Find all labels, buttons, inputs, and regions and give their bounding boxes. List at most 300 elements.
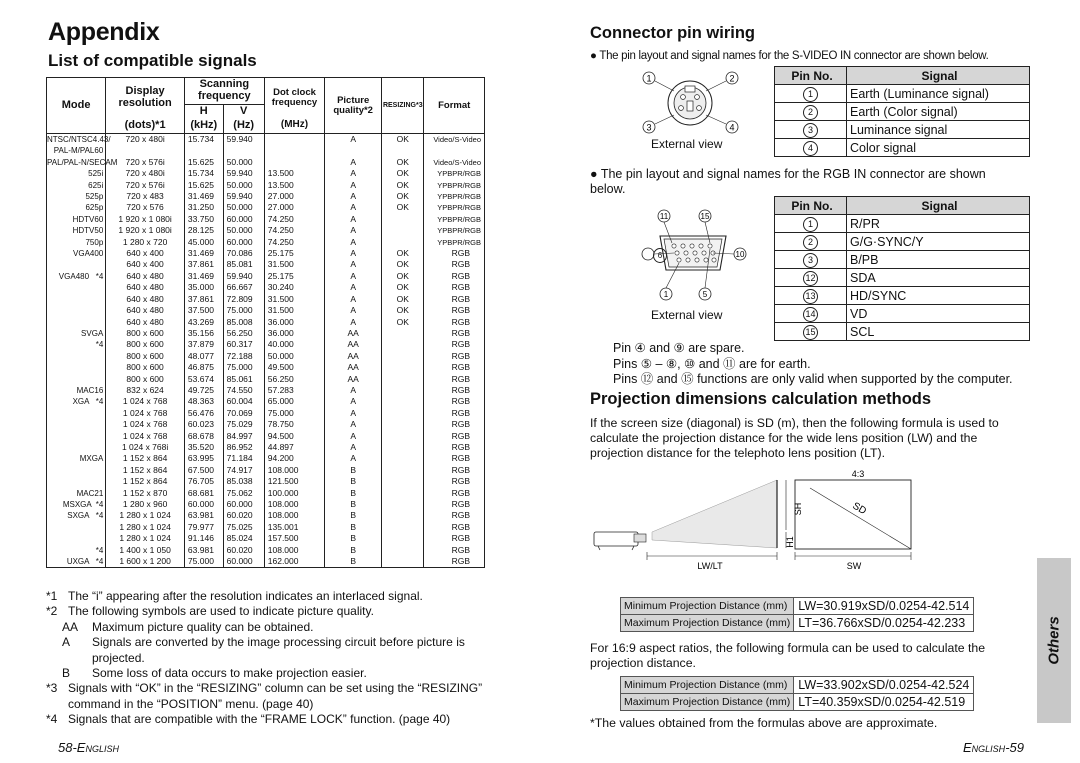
pin-number-circle: 15 [803,325,818,340]
cell-rsz [382,442,424,453]
cell-fmt: RGB [424,556,485,568]
projection-intro: If the screen size (diagonal) is SD (m), then the following formula is used to calculate the projection distance for the wide lens position (LW) and the projection distance for the telephoto lens position (LT). [590,416,999,460]
cell-res: 1 024 x 768 [106,396,185,407]
cell-dot: 49.500 [264,362,324,373]
rgb-pin-label: 6 [657,251,663,260]
cell-dot: 25.175 [264,248,324,259]
cell-h: 15.734 [184,168,223,179]
table-row [47,499,485,510]
cell-mode: MAC16 [47,385,106,396]
formula-label: Maximum Projection Distance (mm) [621,694,794,711]
cell-pic: B [325,545,382,556]
bullet-icon: ● [590,50,600,62]
cell-mode [47,465,106,476]
cell-pic: A [325,431,382,442]
cell-res: 640 x 400 [106,259,185,270]
footnote [46,712,486,727]
cell-res: 720 x 480i [106,134,185,146]
cell-pic: AA [325,362,382,373]
cell-dot: 44.897 [264,442,324,453]
cell-res: 720 x 480i [106,168,185,179]
cell-dot: 40.000 [264,339,324,350]
cell-dot: 135.001 [264,522,324,533]
table-row [47,556,485,568]
pin-number [775,251,847,269]
cell-mode: SXGA *4 [47,510,106,521]
cell-h: 31.469 [184,248,223,259]
cell-res: 720 x 576i [106,180,185,191]
table-row [47,214,485,225]
footnote-text: The “i” appearing after the resolution indicates an interlaced signal. [68,589,423,603]
cell-pic: A [325,317,382,328]
cell-res: 1 920 x 1 080i [106,214,185,225]
pin-signal: Color signal [847,139,1030,157]
cell-h: 75.000 [184,556,223,568]
cell-h: 63.981 [184,510,223,521]
cell-fmt: RGB [424,362,485,373]
formula-label: Minimum Projection Distance (mm) [621,598,794,615]
section-title-projection-dimensions: Projection dimensions calculation methods [590,390,932,408]
cell-mode: MAC21 [47,488,106,499]
pin-row [775,121,1030,139]
cell-rsz [382,476,424,487]
footnote [46,666,486,681]
cell-fmt: RGB [424,533,485,544]
cell-res: 1 152 x 870 [106,488,185,499]
footnote-marker: *2 [46,604,58,619]
cell-fmt: RGB [424,545,485,556]
cell-h [184,145,223,156]
cell-mode: 625i [47,180,106,191]
footnote-text: Signals are converted by the image processing circuit before picture is projected. [92,635,465,665]
cell-rsz [382,408,424,419]
cell-h: 31.469 [184,191,223,202]
cell-fmt: RGB [424,431,485,442]
cell-rsz [382,339,424,350]
cell-h: 60.023 [184,419,223,430]
cell-rsz [382,237,424,248]
svideo-intro-text: The pin layout and signal names for the S-VIDEO IN connector are shown below. [599,50,989,62]
cell-rsz: OK [382,282,424,293]
cell-dot: 56.250 [264,374,324,385]
cell-rsz [382,396,424,407]
rgb-pin-label: 11 [659,212,669,222]
pin-number-circle: 4 [803,141,818,156]
cell-dot: 36.000 [264,317,324,328]
cell-dot [264,134,324,146]
cell-h: 68.681 [184,488,223,499]
pin-row [775,251,1030,269]
diagram-sw-label: SW [846,561,862,571]
cell-res: 1 152 x 864 [106,465,185,476]
cell-pic: B [325,556,382,568]
ratio-16-9-text: For 16:9 aspect ratios, the following formula can be used to calculate the projection distance. [590,641,986,670]
table-row [47,282,485,293]
rgb-pin-label: 1 [663,290,669,300]
pin-row [775,139,1030,157]
pin-number [775,215,847,233]
cell-fmt: RGB [424,385,485,396]
cell-mode [47,476,106,487]
cell-pic: A [325,248,382,259]
pin-number [775,103,847,121]
formula-row [621,677,974,694]
pin-row [775,323,1030,341]
cell-pic: AA [325,351,382,362]
cell-mode: MSXGA *4 [47,499,106,510]
rgb-intro-text: The pin layout and signal names for the RGB IN connector are shown below. [590,167,986,196]
cell-v: 72.809 [223,294,264,305]
table-row [47,385,485,396]
table-row [47,408,485,419]
pin-number [775,121,847,139]
cell-fmt: RGB [424,259,485,270]
cell-mode: PAL/PAL-N/SECAM [47,157,118,167]
cell-res: 640 x 480 [106,317,185,328]
cell-rsz [382,556,424,568]
cell-fmt: RGB [424,465,485,476]
cell-mode: NTSC/NTSC4.43/ [47,135,111,144]
pin-row [775,305,1030,323]
cell-res: 1 280 x 1 024 [106,533,185,544]
cell-pic: B [325,510,382,521]
cell-v: 72.188 [223,351,264,362]
header-h: H [184,105,223,119]
cell-h: 33.750 [184,214,223,225]
cell-rsz [382,385,424,396]
pin-no-header: Pin No. [775,197,847,215]
page-number-word: English [963,740,1006,755]
pin-number-circle: 14 [803,307,818,322]
cell-dot: 31.500 [264,294,324,305]
footnote [46,604,486,619]
cell-v: 85.081 [223,259,264,270]
table-body [47,134,485,568]
cell-mode: HDTV60 [47,214,106,225]
cell-res: 1 600 x 1 200 [106,556,185,568]
footnote-text: Signals with “OK” in the “RESIZING” column can be set using the “RESIZING” command in the “POSITION” menu. (page 40) [68,681,483,711]
cell-fmt: YPBPR/RGB [424,191,485,202]
page-title: Appendix [48,18,160,46]
cell-h: 35.000 [184,282,223,293]
cell-mode: VGA400 [47,248,106,259]
footnote-text: Maximum picture quality can be obtained. [92,619,314,634]
cell-pic: A [325,305,382,316]
cell-res: 800 x 600 [106,351,185,362]
footnote [46,635,486,666]
pin-number [775,269,847,287]
cell-v: 74.550 [223,385,264,396]
header-dot-clock: Dot clock frequency [264,78,324,119]
cell-res: 800 x 600 [106,328,185,339]
cell-fmt: RGB [424,499,485,510]
table-row [47,248,485,259]
cell-dot: 27.000 [264,202,324,213]
pin-number-circle: 2 [803,235,818,250]
cell-fmt: RGB [424,351,485,362]
cell-res: 720 x 576 [106,202,185,213]
footnote-marker: B [62,666,71,681]
cell-mode [47,533,106,544]
cell-v: 59.940 [223,191,264,202]
formula-value: LT=36.766xSD/0.0254-42.233 [794,615,974,632]
cell-v: 60.000 [223,237,264,248]
page-number-value: 58- [58,740,77,755]
rgb-note: Pins ⑫ and ⑮ functions are only valid when supported by the computer. [613,372,1013,386]
cell-v: 85.038 [223,476,264,487]
cell-fmt: RGB [424,442,485,453]
footnote-text: Some loss of data occurs to make projection easier. [92,666,367,681]
projection-diagram [592,466,922,576]
table-row [47,317,485,328]
cell-fmt: YPBPR/RGB [424,237,485,248]
cell-rsz: OK [382,168,424,179]
footnote-marker: *1 [46,589,58,603]
cell-mode [47,442,106,453]
footnote-text: Signals that are compatible with the “FRAME LOCK” function. (page 40) [68,712,451,727]
cell-pic: B [325,533,382,544]
cell-pic: A [325,157,382,168]
cell-pic: A [325,282,382,293]
cell-mode [47,374,106,385]
cell-h: 91.146 [184,533,223,544]
cell-rsz: OK [382,202,424,213]
table-row [47,396,485,407]
cell-dot: 74.250 [264,225,324,236]
cell-dot: 75.000 [264,408,324,419]
cell-res: 640 x 480 [106,305,185,316]
cell-fmt: YPBPR/RGB [424,225,485,236]
cell-v: 60.317 [223,339,264,350]
svideo-pin-label: 4 [729,122,735,133]
pin-signal: Luminance signal [847,121,1030,139]
formula-row [621,615,974,632]
cell-fmt: RGB [424,510,485,521]
pin-number [775,305,847,323]
cell-pic: A [325,237,382,248]
pin-number-circle: 2 [803,105,818,120]
cell-rsz [382,453,424,464]
cell-fmt: RGB [424,488,485,499]
cell-v: 71.184 [223,453,264,464]
cell-mode [47,282,106,293]
table-row [47,134,485,146]
cell-h: 68.678 [184,431,223,442]
cell-pic: B [325,476,382,487]
pin-number-circle: 3 [803,123,818,138]
cell-rsz: OK [382,305,424,316]
cell-h: 31.469 [184,271,223,282]
diagram-lwlt-label: LW/LT [697,561,723,571]
cell-dot: 74.250 [264,214,324,225]
table-row [47,305,485,316]
cell-mode [47,305,106,316]
cell-dot: 108.000 [264,510,324,521]
cell-v: 75.000 [223,362,264,373]
cell-res: 800 x 600 [106,374,185,385]
cell-res: 640 x 400 [106,248,185,259]
cell-pic: B [325,488,382,499]
cell-pic: A [325,408,382,419]
table-row [47,180,485,191]
rgb-pin-label: 5 [702,290,708,300]
formula-label: Minimum Projection Distance (mm) [621,677,794,694]
table-row [47,374,485,385]
cell-dot: 31.500 [264,305,324,316]
compatible-signals-table [46,77,485,568]
cell-pic: A [325,259,382,270]
cell-mode: 625p [47,202,106,213]
cell-mode: 525i [47,168,106,179]
cell-res: 1 152 x 864 [106,453,185,464]
cell-fmt: Video/S-Video [424,134,485,146]
cell-v: 74.917 [223,465,264,476]
table-header [47,78,485,134]
cell-rsz: OK [382,248,424,259]
footnote-marker: *3 [46,681,58,696]
cell-res: 1 280 x 1 024 [106,510,185,521]
cell-v: 60.000 [223,556,264,568]
cell-dot: 108.000 [264,545,324,556]
others-side-tab [1037,558,1071,723]
formula-row [621,694,974,711]
cell-v: 75.029 [223,419,264,430]
cell-dot: 78.750 [264,419,324,430]
cell-v: 59.940 [223,168,264,179]
cell-dot: 31.500 [264,259,324,270]
cell-fmt: RGB [424,396,485,407]
cell-fmt: RGB [424,453,485,464]
cell-v: 50.000 [223,180,264,191]
cell-h: 43.269 [184,317,223,328]
cell-rsz [382,328,424,339]
bullet-icon: ● [590,167,601,181]
cell-mode [47,351,106,362]
cell-v: 75.025 [223,522,264,533]
pin-number [775,139,847,157]
formula-value: LT=40.359xSD/0.0254-42.519 [794,694,974,711]
pin-number-circle: 13 [803,289,818,304]
cell-dot: 121.500 [264,476,324,487]
cell-h: 15.625 [184,157,223,168]
header-format: Format [424,78,485,134]
cell-dot: 13.500 [264,180,324,191]
cell-res: 720 x 576i [106,157,185,168]
cell-mode: 750p [47,237,106,248]
cell-fmt: RGB [424,305,485,316]
cell-pic: A [325,396,382,407]
table-row [47,168,485,179]
pin-signal: G/G·SYNC/Y [847,233,1030,251]
footnote-marker: AA [62,619,79,634]
cell-h: 63.995 [184,453,223,464]
table-row [47,453,485,464]
table-row [47,237,485,248]
cell-res: 1 152 x 864 [106,476,185,487]
pin-number-circle: 3 [803,253,818,268]
cell-h: 60.000 [184,499,223,510]
cell-v: 59.940 [223,271,264,282]
cell-rsz [382,225,424,236]
cell-res: 640 x 480 [106,282,185,293]
table-row [47,545,485,556]
cell-v: 50.000 [223,202,264,213]
cell-h: 67.500 [184,465,223,476]
cell-rsz: OK [382,317,424,328]
cell-fmt: RGB [424,419,485,430]
rgb-intro [590,167,1022,197]
cell-v [223,145,264,156]
cell-mode [47,419,106,430]
cell-dot: 13.500 [264,168,324,179]
header-khz: (kHz) [184,118,223,134]
cell-res: 1 400 x 1 050 [106,545,185,556]
page-number-value: -59 [1005,740,1024,755]
formula-table-16-9 [620,676,974,711]
table-row [47,145,485,156]
cell-fmt: RGB [424,328,485,339]
cell-rsz [382,145,424,156]
pin-row [775,103,1030,121]
cell-mode [47,431,106,442]
cell-pic: AA [325,328,382,339]
cell-pic: A [325,214,382,225]
table-row [47,431,485,442]
svideo-external-view-label: External view [651,137,723,151]
cell-rsz: OK [382,294,424,305]
cell-res: 1 024 x 768i [106,442,185,453]
cell-pic: AA [325,339,382,350]
cell-h: 28.125 [184,225,223,236]
table-row [47,339,485,350]
formula-value: LW=30.919xSD/0.0254-42.514 [794,598,974,615]
header-v: V [223,105,264,119]
section-title-connector-pin-wiring: Connector pin wiring [590,24,755,42]
diagram-ratio-label: 4:3 [851,469,865,479]
cell-rsz: OK [382,134,424,146]
cell-rsz [382,214,424,225]
cell-mode: PAL-M/PAL60 [47,145,106,156]
cell-pic: A [325,225,382,236]
rgb-external-view-label: External view [651,308,723,322]
cell-mode [47,362,106,373]
cell-rsz [382,488,424,499]
cell-dot [264,145,324,156]
cell-h: 79.977 [184,522,223,533]
cell-dot: 50.000 [264,351,324,362]
cell-v: 60.004 [223,396,264,407]
pin-signal: SDA [847,269,1030,287]
rgb-note: Pins ⑤ – ⑧, ⑩ and ⑪ are for earth. [613,356,811,371]
cell-res: 800 x 600 [106,339,185,350]
cell-mode: *4 [47,545,106,556]
cell-fmt: RGB [424,408,485,419]
table-row [47,191,485,202]
header-display-resolution: Display resolution [106,78,185,119]
cell-h: 35.156 [184,328,223,339]
cell-mode: VGA480 *4 [47,271,106,282]
svideo-pin-label: 3 [646,122,652,133]
cell-rsz: OK [382,191,424,202]
cell-res: 1 024 x 768 [106,419,185,430]
cell-dot [264,157,324,168]
cell-dot: 108.000 [264,465,324,476]
cell-dot: 27.000 [264,191,324,202]
cell-pic: A [325,180,382,191]
table-row [47,294,485,305]
cell-mode: *4 [47,339,106,350]
cell-v: 50.000 [223,225,264,236]
